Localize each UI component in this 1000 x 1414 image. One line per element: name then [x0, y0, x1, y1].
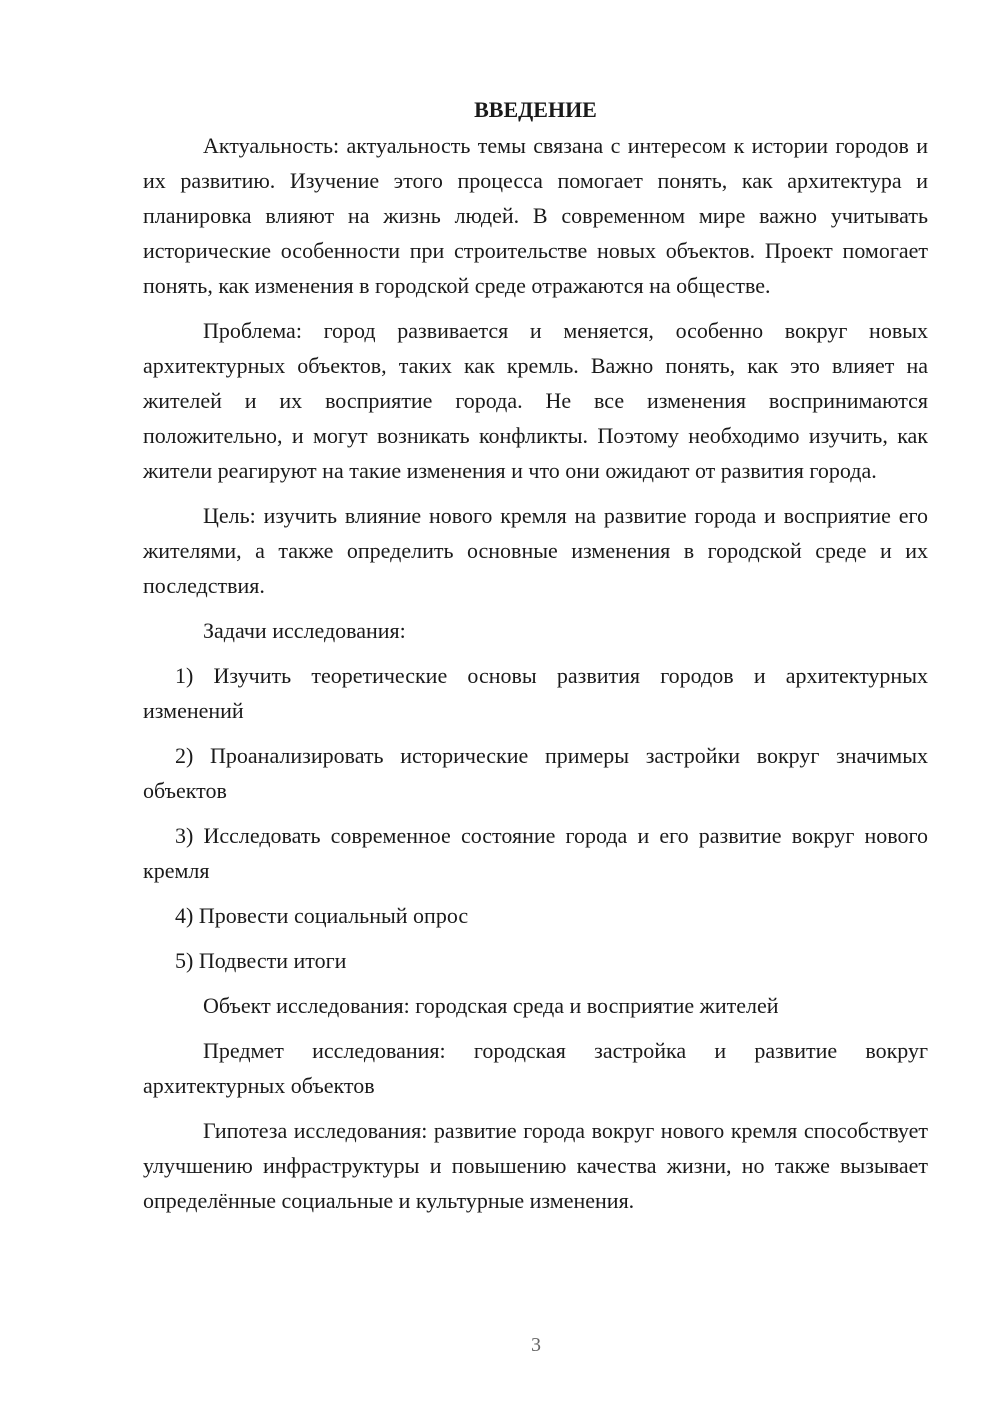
- goal-paragraph: Цель: изучить влияние нового кремля на развитие города и восприятие его жителями, а также определить основные изменения в городской среде и их последствия.: [143, 503, 928, 598]
- task-item-1: 1) Изучить теоретические основы развития городов и архитектурных изменений: [143, 663, 928, 723]
- problem-paragraph: Проблема: город развивается и меняется, особенно вокруг новых архитектурных объектов, таких как кремль. Важно понять, как это влияет на жителей и их восприятие города. Не все изменения воспринимаются положительно, и могут возникать конфликты. Поэтому необходимо изучить, как жители реагируют на такие изменения и что они ожидают от развития города.: [143, 318, 928, 483]
- tasks-heading: Задачи исследования:: [203, 618, 406, 643]
- object-paragraph: Объект исследования: городская среда и восприятие жителей: [203, 993, 779, 1018]
- task-item-4: 4) Провести социальный опрос: [175, 903, 469, 928]
- relevance-paragraph: Актуальность: актуальность темы связана с интересом к истории городов и их развитию. Изучение этого процесса помогает понять, как архитектура и планировка влияют на жизнь людей. В современном мире важно учитывать исторические особенности при строительстве новых объектов. Проект помогает понять, как изменения в городской среде отражаются на обществе.: [143, 133, 928, 298]
- document-page: [143, 92, 928, 1228]
- page-number: 3: [531, 1334, 541, 1356]
- task-item-5: 5) Подвести итоги: [175, 948, 347, 973]
- task-item-2: 2) Проанализировать исторические примеры застройки вокруг значимых объектов: [143, 743, 928, 803]
- hypothesis-paragraph: Гипотеза исследования: развитие города вокруг нового кремля способствует улучшению инфраструктуры и повышению качества жизни, но также вызывает определённые социальные и культурные изменения.: [143, 1118, 928, 1213]
- page-title: ВВЕДЕНИЕ: [474, 97, 597, 122]
- task-item-3: 3) Исследовать современное состояние города и его развитие вокруг нового кремля: [143, 823, 928, 883]
- tasks-list: [143, 658, 928, 978]
- subject-paragraph: Предмет исследования: городская застройка и развитие вокруг архитектурных объектов: [143, 1038, 928, 1098]
